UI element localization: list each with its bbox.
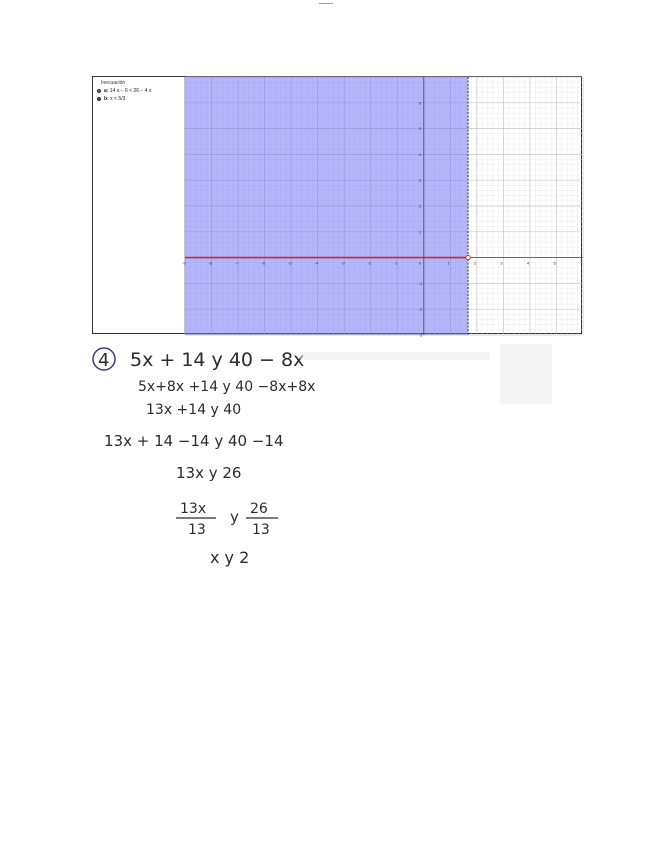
- y-tick-label: 2: [418, 203, 422, 209]
- x-tick-label: -9: [182, 260, 186, 266]
- graph-canvas: [182, 77, 583, 338]
- fraction-left-numerator: 13x: [180, 501, 207, 517]
- algebra-view: [93, 77, 185, 333]
- x-tick-label: 5: [553, 260, 556, 266]
- x-tick-label: -8: [208, 260, 213, 266]
- geogebra-screenshot: [92, 76, 582, 338]
- x-tick-label: 0: [418, 260, 422, 266]
- work-line-3: 13x +14 y 40: [146, 402, 242, 418]
- problem-number: 4: [98, 350, 110, 371]
- scan-ghost: [300, 352, 490, 360]
- y-tick-label: -1: [418, 280, 423, 286]
- x-tick-label: 3: [500, 260, 503, 266]
- fraction-right-denominator: 13: [252, 522, 270, 538]
- algebra-item-b: [97, 96, 184, 102]
- algebra-item-text: x < 5/3: [110, 96, 126, 102]
- solution-region: [185, 77, 468, 335]
- x-tick-label: -3: [341, 260, 345, 266]
- x-tick-label: 4: [526, 260, 530, 266]
- page-top-mark: [319, 0, 333, 4]
- x-tick-label: -2: [367, 260, 372, 266]
- visibility-dot-icon: [97, 89, 101, 93]
- y-tick-label: 3: [418, 177, 422, 183]
- visibility-dot-icon: [97, 97, 101, 101]
- fraction-right-numerator: 26: [250, 501, 268, 517]
- scan-ghost: [500, 344, 552, 404]
- boundary-point: [466, 255, 470, 259]
- algebra-title: Inecuación: [101, 80, 126, 86]
- y-tick-label: 1: [418, 229, 422, 235]
- x-tick-label: 2: [473, 260, 477, 266]
- work-line-5: 13x y 26: [176, 464, 242, 482]
- handwriting-canvas: [90, 342, 560, 582]
- y-tick-label: 5: [418, 126, 422, 132]
- y-tick-label: 4: [418, 151, 422, 157]
- graphics-view: [182, 77, 583, 338]
- work-line-1: 5x + 14 y 40 − 8x: [130, 349, 305, 371]
- x-tick-label: -4: [314, 260, 319, 266]
- x-tick-label: -6: [261, 260, 266, 266]
- fraction-left-denominator: 13: [188, 522, 206, 538]
- x-tick-label: 1: [447, 260, 450, 266]
- x-tick-label: -1: [394, 260, 398, 266]
- algebra-item-name: a:: [104, 88, 109, 94]
- y-tick-label: -2: [418, 306, 423, 312]
- work-line-2: 5x+8x +14 y 40 −8x+8x: [138, 379, 316, 395]
- work-line-final: x y 2: [210, 548, 250, 567]
- y-tick-label: 6: [418, 100, 422, 106]
- x-tick-label: -7: [235, 260, 239, 266]
- algebra-item-a: [97, 88, 184, 94]
- handwritten-work: [90, 342, 560, 582]
- x-tick-label: -5: [288, 260, 292, 266]
- y-tick-label: -3: [418, 332, 423, 338]
- fraction-relation: y: [230, 508, 239, 526]
- algebra-item-text: 14 x − 6 < 26 − 4 x: [109, 88, 152, 94]
- work-line-4: 13x + 14 −14 y 40 −14: [104, 432, 284, 450]
- algebra-item-name: b:: [104, 96, 109, 102]
